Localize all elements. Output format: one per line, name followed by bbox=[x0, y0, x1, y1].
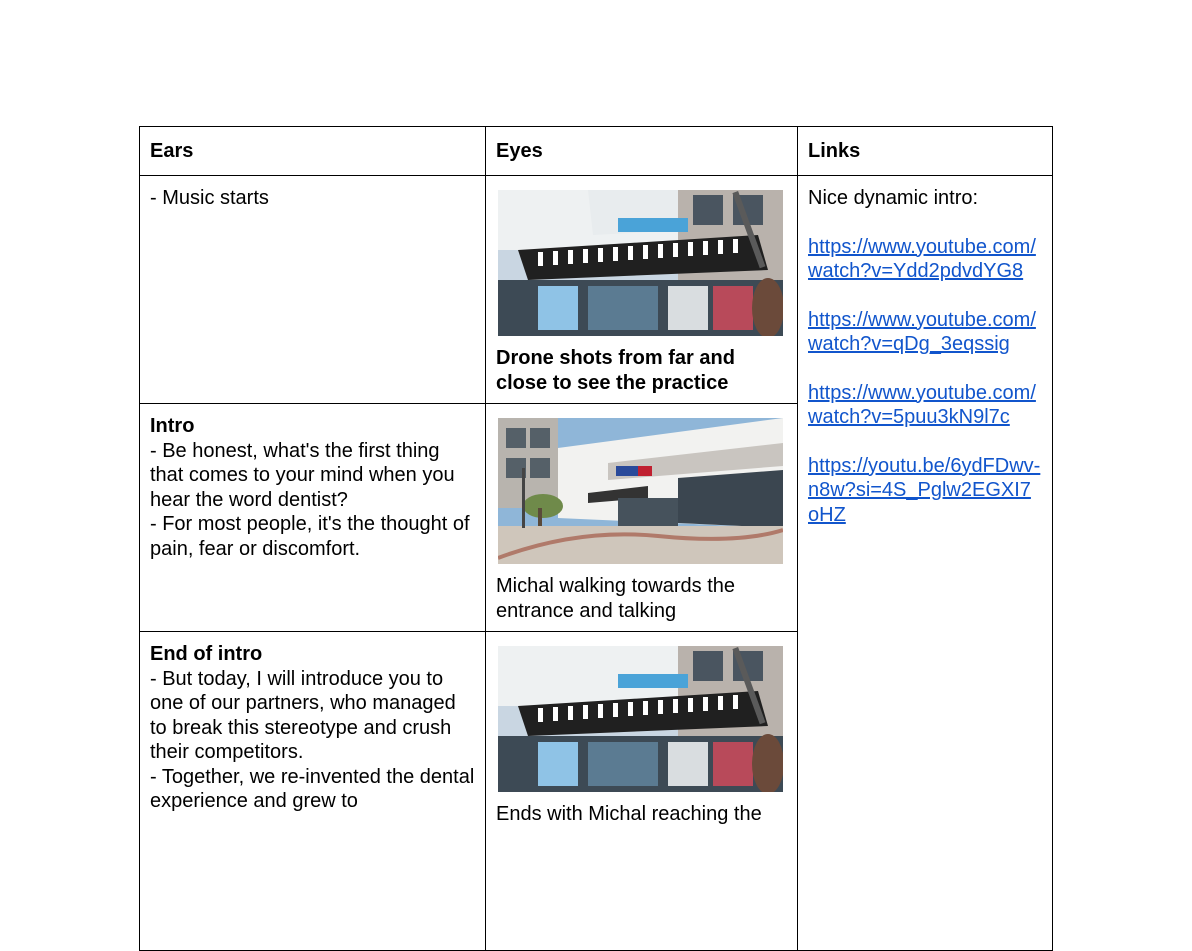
eyes-caption: Michal walking towards the entrance and talking bbox=[496, 575, 735, 622]
eyes-caption: Drone shots from far and close to see the practice bbox=[496, 347, 735, 394]
links-cell bbox=[798, 176, 1053, 951]
storefront-thumbnail bbox=[498, 646, 783, 792]
youtube-link-2[interactable]: https://www.youtube.com/watch?v=qDg_3eqssig bbox=[808, 308, 1036, 355]
header-row bbox=[140, 127, 1053, 176]
building-thumbnail bbox=[498, 418, 783, 564]
eyes-caption: Ends with Michal reaching the bbox=[496, 803, 762, 825]
storefront-thumbnail bbox=[498, 190, 783, 336]
ears-line: - Music starts bbox=[150, 187, 269, 209]
ears-section-title: Intro bbox=[150, 415, 195, 437]
links-intro-text: Nice dynamic intro: bbox=[808, 187, 979, 209]
ears-line: - For most people, it's the thought of pain, fear or discomfort. bbox=[150, 513, 470, 560]
table-row bbox=[140, 176, 1053, 404]
script-table bbox=[139, 126, 1053, 951]
ears-line: - Together, we re-invented the dental experience and grew to bbox=[150, 765, 475, 812]
eyes-cell bbox=[486, 404, 798, 632]
ears-section-title: End of intro bbox=[150, 643, 263, 665]
header-eyes: Eyes bbox=[486, 127, 798, 176]
ears-cell bbox=[140, 176, 486, 404]
eyes-cell bbox=[486, 632, 798, 951]
ears-line: - Be honest, what's the first thing that comes to your mind when you hear the word dentist? bbox=[150, 439, 455, 511]
youtube-link-3[interactable]: https://www.youtube.com/watch?v=5puu3kN9l7c bbox=[808, 381, 1036, 428]
header-links: Links bbox=[798, 127, 1053, 176]
eyes-cell bbox=[486, 176, 798, 404]
ears-line: - But today, I will introduce you to one of our partners, who managed to break this stereotype and crush their competitors. bbox=[150, 667, 456, 763]
youtube-link-4[interactable]: https://youtu.be/6ydFDwv-n8w?si=4S_Pglw2EGXI7oHZ bbox=[808, 454, 1041, 526]
header-ears: Ears bbox=[140, 127, 486, 176]
ears-cell bbox=[140, 404, 486, 632]
ears-cell bbox=[140, 632, 486, 951]
youtube-link-1[interactable]: https://www.youtube.com/watch?v=Ydd2pdvdYG8 bbox=[808, 235, 1036, 282]
